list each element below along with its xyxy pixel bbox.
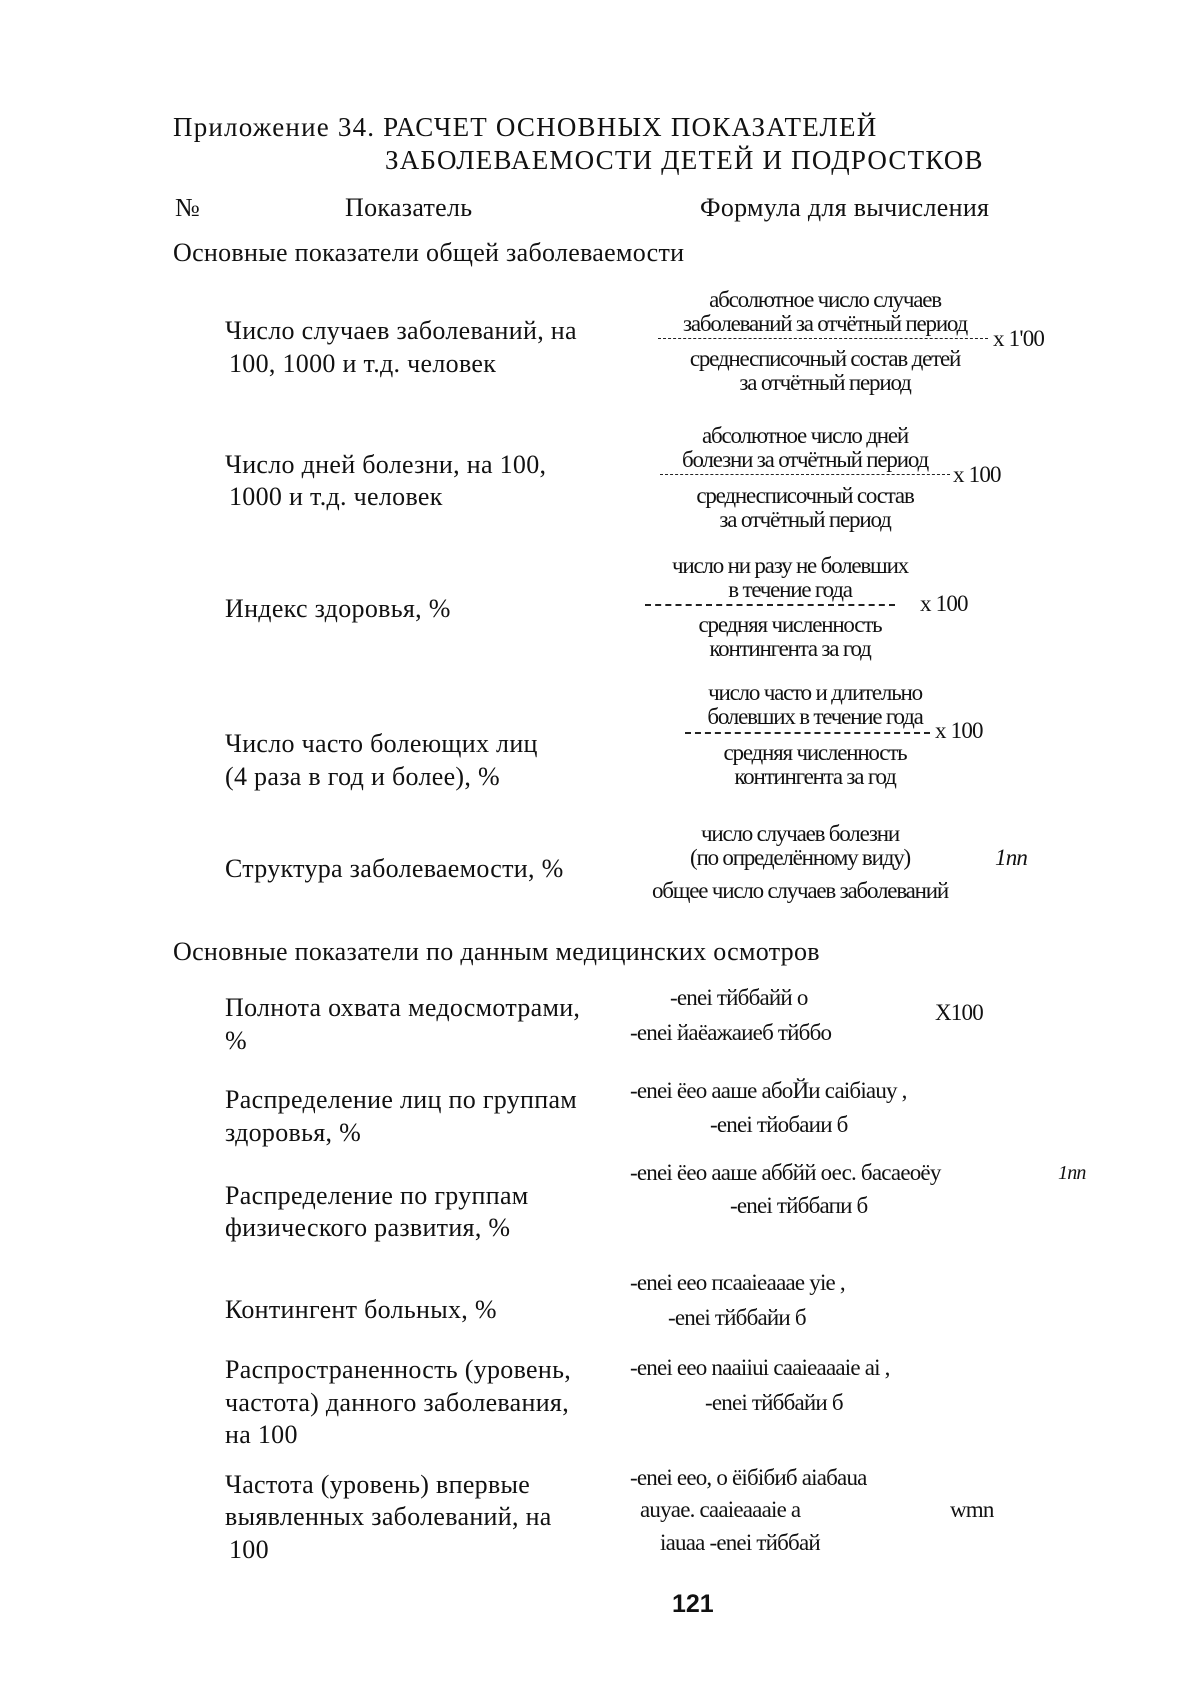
indicator-label: Контингент больных, % [225, 1295, 497, 1324]
formula-numerator: болевших в течение года [707, 704, 923, 729]
fraction-line [658, 338, 988, 339]
formula-numerator: болезни за отчётный период [682, 447, 928, 472]
indicator-label: 100 [229, 1535, 269, 1564]
fraction-line [685, 732, 930, 734]
indicator-label: физического развития, % [225, 1213, 511, 1242]
indicator-label: выявленных заболеваний, на [225, 1502, 552, 1531]
formula-denominator: контингента за год [734, 764, 896, 789]
column-header-number: № [175, 193, 201, 222]
formula-line: -enei тйббапи б [730, 1193, 868, 1218]
indicator-label: частота) данного заболевания, [225, 1388, 569, 1417]
formula-line: -enei ёео ааше абоЙи саібіаuу , [630, 1078, 907, 1103]
indicator-label: Полнота охвата медосмотрами, [225, 993, 581, 1022]
formula-numerator: число случаев болезни [701, 821, 899, 846]
formula-line: -enei еео naaiiui caaieaaaie ai , [630, 1355, 890, 1380]
section-heading-medical-exams: Основные показатели по данным медицинских осмотров [173, 937, 820, 966]
formula-multiplier: 1пп [995, 845, 1028, 870]
indicator-label: Число часто болеющих лиц [225, 729, 538, 758]
fraction-line [660, 474, 950, 475]
formula-numerator: в течение года [728, 577, 852, 602]
formula-denominator: среднесписочный состав [696, 483, 914, 508]
formula-numerator: заболеваний за отчётный период [682, 311, 968, 336]
formula-line: -enei тйббайи б [668, 1305, 806, 1330]
column-header-formula: Формула для вычисления [700, 193, 990, 222]
formula-line: -enei тйббайи б [705, 1390, 843, 1415]
indicator-label: Частота (уровень) впервые [225, 1470, 531, 1499]
formula-line: -enei тйббайй о [670, 985, 808, 1010]
formula-line: auyae. caaieaaaie a [640, 1497, 801, 1522]
indicator-label: 100, 1000 и т.д. человек [229, 349, 497, 378]
formula-multiplier: x 1'00 [993, 326, 1045, 351]
section-heading-general-morbidity: Основные показатели общей заболеваемости [173, 238, 685, 267]
indicator-label: здоровья, % [225, 1118, 362, 1147]
indicator-label: Распространенность (уровень, [225, 1355, 572, 1384]
formula-multiplier: x 100 [953, 462, 1001, 487]
formula-line: -enei еео псааіеааае уіе , [630, 1270, 845, 1295]
indicator-label: Распределение лиц по группам [225, 1085, 578, 1114]
fraction-line [645, 604, 895, 606]
formula-denominator: за отчётный период [739, 370, 911, 395]
formula-multiplier: x 100 [935, 718, 983, 743]
indicator-label: Число случаев заболеваний, на [225, 316, 577, 345]
formula-denominator: общее число случаев заболеваний [651, 878, 949, 903]
formula-multiplier: x 100 [920, 591, 968, 616]
formula-multiplier: wmn [950, 1497, 994, 1522]
formula-denominator: среднесписочный состав детей [689, 346, 961, 371]
formula-denominator: за отчётный период [719, 507, 891, 532]
column-header-indicator: Показатель [345, 193, 473, 222]
indicator-label: (4 раза в год и более), % [225, 762, 500, 791]
indicator-label: 1000 и т.д. человек [229, 482, 443, 511]
indicator-label: на 100 [225, 1420, 298, 1449]
formula-numerator: (по определённому виду) [690, 845, 910, 870]
indicator-label: Структура заболеваемости, % [225, 854, 564, 883]
formula-denominator: средняя численность [723, 740, 907, 765]
formula-numerator: число часто и длительно [708, 680, 922, 705]
indicator-label: % [225, 1026, 247, 1055]
formula-line: -enei еео, о ёібібиб аіабаuа [630, 1465, 867, 1490]
formula-multiplier: X100 [935, 1000, 983, 1025]
formula-denominator: контингента за год [709, 636, 871, 661]
indicator-label: Индекс здоровья, % [225, 594, 451, 623]
indicator-label: Число дней болезни, на 100, [225, 450, 547, 479]
title-line-1: Приложение 34. РАСЧЕТ ОСНОВНЫХ ПОКАЗАТЕЛЕЙ [173, 112, 878, 142]
formula-numerator: число ни разу не болевших [672, 553, 908, 578]
formula-line: -enei тйобаии б [710, 1112, 848, 1137]
formula-multiplier: 1пп [1058, 1162, 1086, 1184]
formula-line: -enei ёео ааше аббйй оес. басаеоёу [630, 1160, 941, 1185]
formula-denominator: средняя численность [698, 612, 882, 637]
formula-numerator: абсолютное число случаев [709, 287, 941, 312]
title-line-2: ЗАБОЛЕВАЕМОСТИ ДЕТЕЙ И ПОДРОСТКОВ [385, 145, 984, 175]
formula-line: iauaa -enei тйббай [660, 1530, 820, 1555]
formula-numerator: абсолютное число дней [702, 423, 908, 448]
formula-line: -enei йаёажаиеб тйббо [630, 1020, 832, 1045]
page-number: 121 [672, 1590, 714, 1618]
indicator-label: Распределение по группам [225, 1181, 529, 1210]
